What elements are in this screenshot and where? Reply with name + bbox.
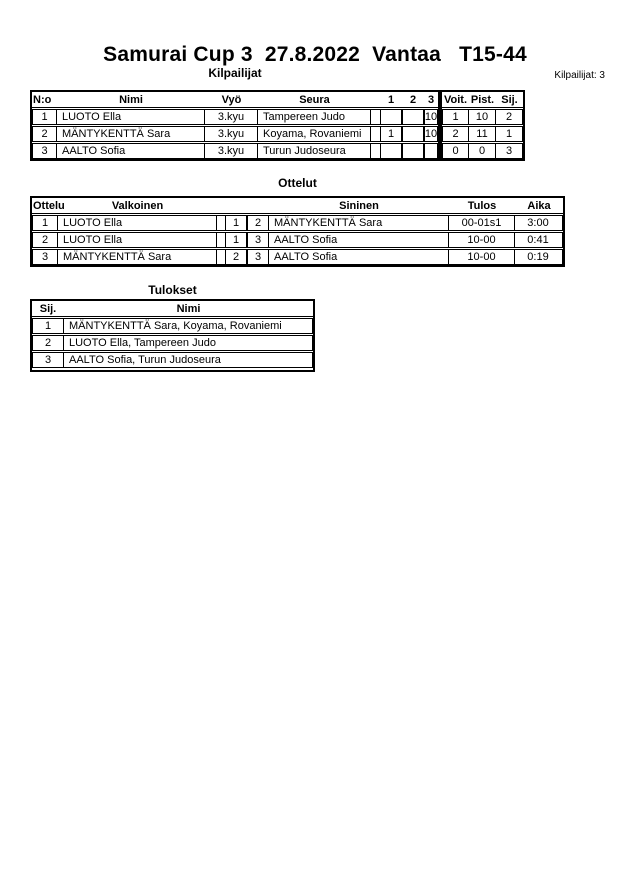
match-row <box>32 249 563 265</box>
col-header-spacer <box>371 92 380 107</box>
competitor-belt: 3.kyu <box>205 144 258 158</box>
match-result: 00-01s1 <box>449 216 515 230</box>
spacer-cell <box>371 127 380 141</box>
col-header-wins: Voit. <box>443 93 467 106</box>
match-number: 2 <box>33 233 58 247</box>
col-header-place: Sij. <box>39 302 57 315</box>
round1-score <box>380 110 402 124</box>
result-place: 2 <box>33 336 64 350</box>
col-header-club: Seura <box>299 93 330 106</box>
col-header-name: Nimi <box>176 302 201 315</box>
match-time: 3:00 <box>527 217 549 229</box>
col-header-no: N:o <box>33 93 52 106</box>
spacer-cell <box>217 216 225 230</box>
competitor-name: LUOTO Ella <box>57 110 205 124</box>
result-place: 3 <box>33 353 64 367</box>
round3-score: 10 <box>424 111 437 123</box>
white-competitor: MÄNTYKENTTÄ Sara <box>58 250 217 264</box>
match-row <box>32 232 563 248</box>
blue-number: 3 <box>247 233 269 247</box>
round2-score <box>402 144 424 158</box>
result-row <box>32 335 313 351</box>
competitor-name: MÄNTYKENTTÄ Sara <box>57 127 205 141</box>
matches-table <box>30 196 565 267</box>
results-table <box>30 299 315 372</box>
standings-box <box>440 90 525 161</box>
wins-value: 2 <box>443 127 469 141</box>
col-header-round3: 3 <box>427 93 435 106</box>
col-header-round1: 1 <box>387 93 395 106</box>
match-result: 10-00 <box>449 250 515 264</box>
result-name: MÄNTYKENTTÄ Sara, Koyama, Rovaniemi <box>69 320 282 332</box>
result-name: AALTO Sofia, Turun Judoseura <box>69 354 221 366</box>
match-number: 3 <box>33 250 58 264</box>
wins-value: 1 <box>443 110 469 124</box>
results-table-header <box>32 301 313 317</box>
col-header-time: Aika <box>527 199 551 212</box>
place-value: 2 <box>505 111 513 123</box>
matches-table-header <box>32 198 563 214</box>
col-header-belt: Vyö <box>221 93 242 106</box>
points-value: 11 <box>469 127 496 141</box>
competitors-section-title: Kilpailijat <box>208 66 262 80</box>
round2-score <box>402 110 424 124</box>
results-section-title: Tulokset <box>148 283 197 297</box>
round3-score <box>424 144 437 158</box>
white-number: 1 <box>225 216 247 230</box>
page-title: Samurai Cup 3 27.8.2022 Vantaa T15-44 <box>103 43 527 66</box>
round1-score <box>380 144 402 158</box>
white-number: 1 <box>225 233 247 247</box>
standings-row <box>442 109 523 125</box>
place-value: 3 <box>505 145 513 157</box>
competitor-name: AALTO Sofia <box>57 144 205 158</box>
competitor-club: Turun Judoseura <box>258 144 371 158</box>
white-number: 2 <box>225 250 247 264</box>
competitor-row <box>32 109 438 125</box>
round3-score: 10 <box>424 128 437 140</box>
blue-competitor: AALTO Sofia <box>269 233 449 247</box>
blue-number: 3 <box>247 250 269 264</box>
white-competitor: LUOTO Ella <box>58 216 217 230</box>
matches-section-title: Ottelut <box>278 176 317 190</box>
match-time: 0:41 <box>527 234 549 246</box>
round1-score: 1 <box>380 127 402 141</box>
standings-row <box>442 143 523 159</box>
blue-competitor: MÄNTYKENTTÄ Sara <box>269 216 449 230</box>
match-result: 10-00 <box>449 233 515 247</box>
blue-number: 2 <box>247 216 269 230</box>
competitor-belt: 3.kyu <box>205 127 258 141</box>
spacer-cell <box>371 144 380 158</box>
col-header-white: Valkoinen <box>111 199 164 212</box>
competitor-row <box>32 126 438 142</box>
col-header-place: Sij. <box>501 93 518 106</box>
result-row <box>32 318 313 334</box>
col-header-spacer <box>217 198 225 213</box>
result-row <box>32 352 313 368</box>
col-header-blue-no <box>247 198 269 213</box>
col-header-round2: 2 <box>409 93 417 106</box>
match-number: 1 <box>33 216 58 230</box>
competitor-club: Tampereen Judo <box>258 110 371 124</box>
spacer-cell <box>217 233 225 247</box>
col-header-name: Nimi <box>119 93 143 106</box>
points-value: 10 <box>469 110 496 124</box>
competitor-number: 2 <box>33 127 57 141</box>
competitor-club: Koyama, Rovaniemi <box>258 127 371 141</box>
competitors-count-label: Kilpailijat: 3 <box>554 70 605 81</box>
round2-score <box>402 127 424 141</box>
col-header-result: Tulos <box>467 199 497 212</box>
col-header-match: Ottelu <box>33 199 65 212</box>
col-header-blue: Sininen <box>339 199 379 212</box>
competitors-table-header <box>32 92 438 108</box>
competitor-belt: 3.kyu <box>205 110 258 124</box>
place-value: 1 <box>505 128 513 140</box>
blue-competitor: AALTO Sofia <box>269 250 449 264</box>
competitor-number: 3 <box>33 144 57 158</box>
wins-value: 0 <box>443 144 469 158</box>
standings-box-header <box>442 92 523 108</box>
col-header-points: Pist. <box>470 93 495 106</box>
col-header-white-no <box>225 198 247 213</box>
white-competitor: LUOTO Ella <box>58 233 217 247</box>
match-row <box>32 215 563 231</box>
spacer-cell <box>371 110 380 124</box>
competitor-number: 1 <box>33 110 57 124</box>
match-time: 0:19 <box>527 251 549 263</box>
result-place: 1 <box>33 319 64 333</box>
competitors-table <box>30 90 440 161</box>
competitor-row <box>32 143 438 159</box>
points-value: 0 <box>469 144 496 158</box>
spacer-cell <box>217 250 225 264</box>
standings-row <box>442 126 523 142</box>
result-name: LUOTO Ella, Tampereen Judo <box>69 337 216 349</box>
